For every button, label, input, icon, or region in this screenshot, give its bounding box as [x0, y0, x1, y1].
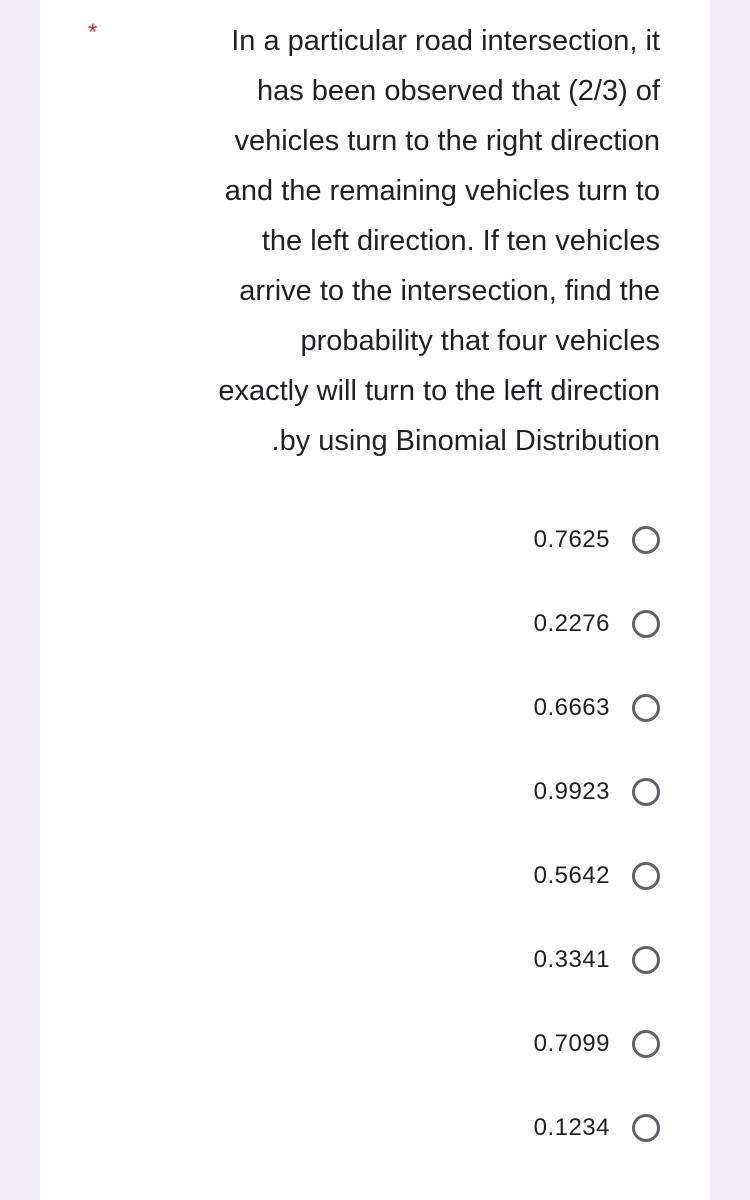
radio-button-icon[interactable] — [632, 1030, 660, 1058]
option-label: 0.9923 — [533, 778, 610, 805]
question-line: exactly will turn to the left direction — [218, 375, 660, 407]
question-text — [110, 16, 660, 466]
radio-button-icon[interactable] — [632, 946, 660, 974]
question-line: the left direction. If ten vehicles — [261, 225, 660, 257]
answer-options — [300, 500, 660, 1170]
radio-option-6[interactable] — [300, 918, 660, 1002]
radio-option-7[interactable] — [300, 1002, 660, 1086]
option-label: 0.7099 — [533, 1030, 610, 1057]
radio-option-1[interactable] — [300, 498, 660, 582]
radio-button-icon[interactable] — [632, 1114, 660, 1142]
radio-option-3[interactable] — [300, 666, 660, 750]
radio-option-4[interactable] — [300, 750, 660, 834]
radio-button-icon[interactable] — [632, 694, 660, 722]
radio-button-icon[interactable] — [632, 610, 660, 638]
radio-button-icon[interactable] — [632, 862, 660, 890]
option-label: 0.1234 — [533, 1114, 610, 1141]
radio-option-8[interactable] — [300, 1086, 660, 1170]
required-marker: * — [88, 19, 98, 46]
question-line: In a particular road intersection, it — [231, 25, 660, 57]
radio-button-icon[interactable] — [632, 778, 660, 806]
question-line: probability that four vehicles — [300, 325, 660, 357]
question-line: has been observed that (2/3) of — [256, 75, 660, 107]
option-label: 0.5642 — [533, 862, 610, 889]
question-line: arrive to the intersection, find the — [239, 275, 660, 307]
question-line: .by using Binomial Distribution — [271, 425, 660, 457]
question-line: vehicles turn to the right direction — [234, 125, 660, 157]
radio-option-2[interactable] — [300, 582, 660, 666]
option-label: 0.7625 — [533, 526, 610, 553]
option-label: 0.2276 — [533, 610, 610, 637]
option-label: 0.3341 — [533, 946, 610, 973]
radio-button-icon[interactable] — [632, 526, 660, 554]
radio-option-5[interactable] — [300, 834, 660, 918]
question-line: and the remaining vehicles turn to — [224, 175, 660, 207]
option-label: 0.6663 — [533, 694, 610, 721]
